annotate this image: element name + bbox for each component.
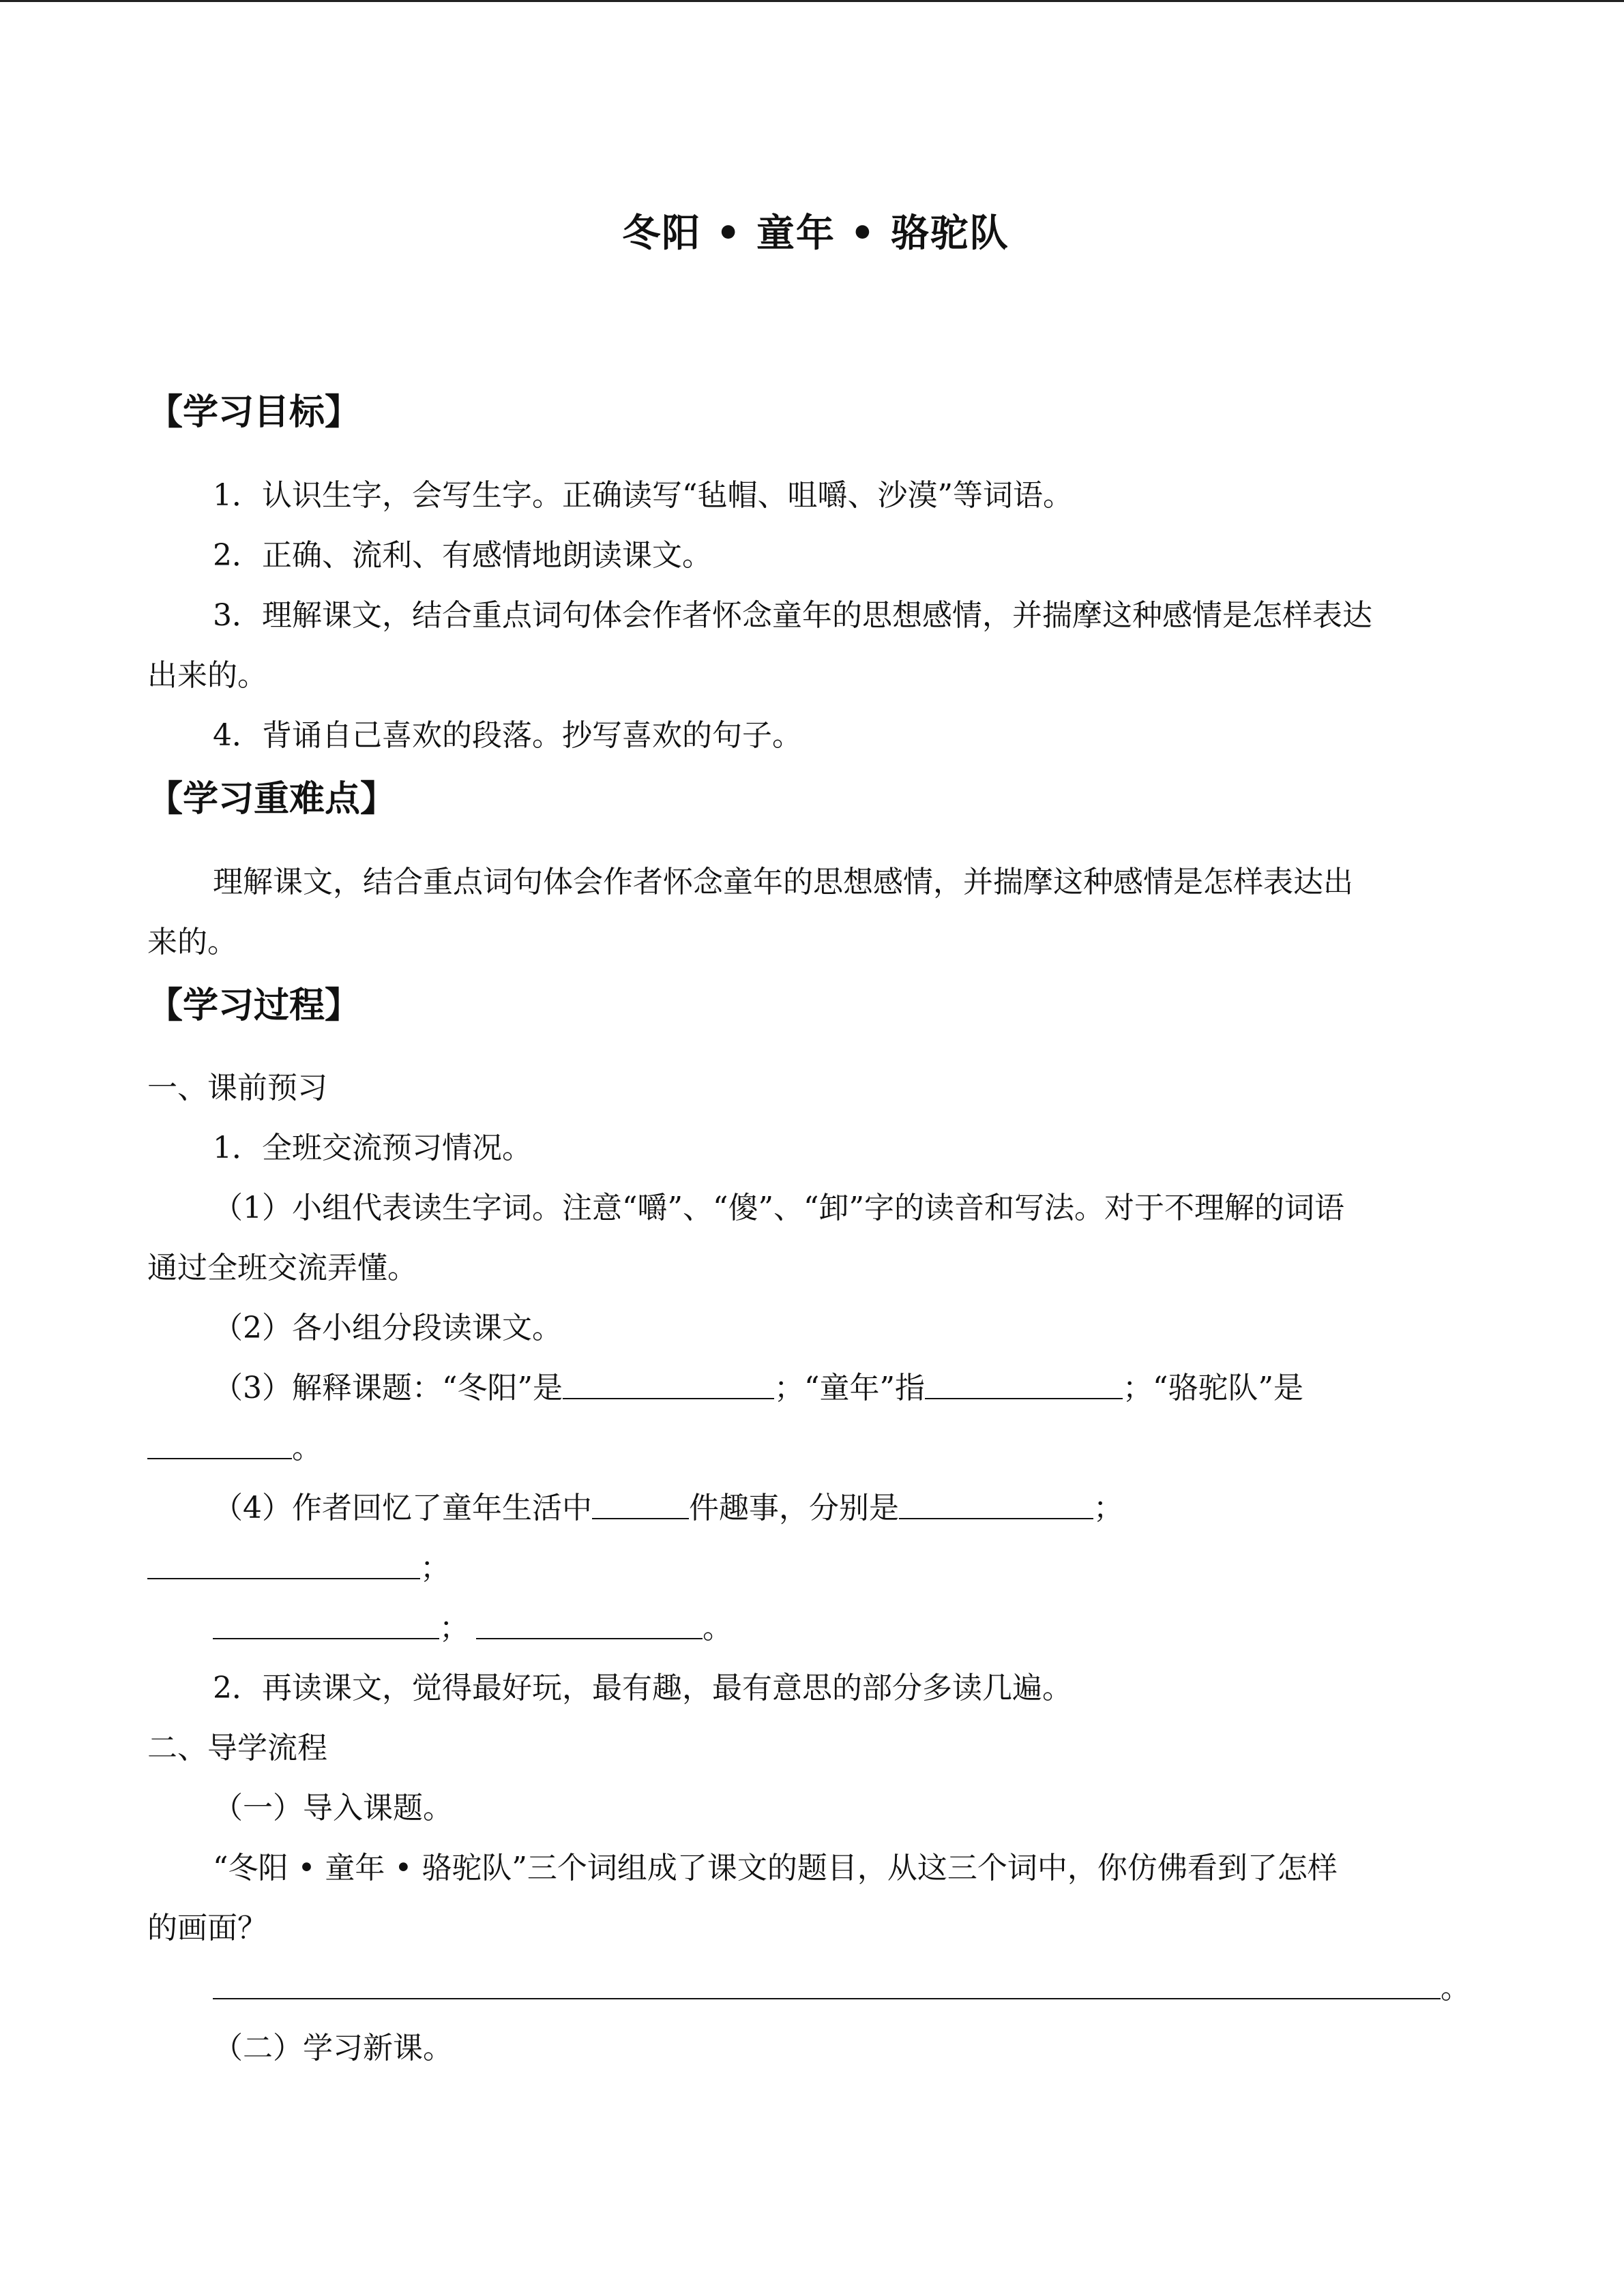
goal-4: 4．背诵自己喜欢的段落。抄写喜欢的句子。 [213, 718, 802, 753]
answer-blank[interactable] [213, 1971, 1441, 1999]
step-1-item-1-2: （2）各小组分段读课文。 [213, 1311, 562, 1345]
step-2-question-line-1: “冬阳 • 童年 • 骆驼队”三个词组成了课文的题目，从这三个词中，你仿佛看到了怎样 [213, 1851, 1338, 1885]
process-heading: 【学习过程】 [147, 985, 361, 1026]
q4-sep-3: ； [439, 1611, 469, 1645]
top-border [0, 0, 1624, 2]
q3-blank-1[interactable] [563, 1371, 774, 1399]
step-1-item-2: 2．再读课文，觉得最好玩，最有趣，最有意思的部分多读几遍。 [213, 1671, 1072, 1705]
q3-blank-3[interactable] [147, 1431, 292, 1459]
q4-blank-1[interactable] [899, 1491, 1093, 1519]
q4-prefix: （4）作者回忆了童年生活中 [213, 1491, 592, 1525]
step-1-heading: 一、课前预习 [147, 1071, 327, 1105]
goals-heading: 【学习目标】 [147, 392, 361, 433]
step-1-item-1-1-line-1: （1）小组代表读生字词。注意“嚼”、“傻”、“卸”字的读音和写法。对于不理解的词语 [213, 1191, 1344, 1225]
q4-blank-4[interactable] [476, 1611, 703, 1639]
goal-2: 2．正确、流利、有感情地朗读课文。 [213, 538, 712, 573]
q3-blank-2[interactable] [925, 1371, 1123, 1399]
keypoints-heading: 【学习重难点】 [147, 779, 396, 820]
step-1-item-1-3 [147, 1358, 1550, 1418]
q3-end: 。 [292, 1431, 322, 1465]
q3-mid-2: ；“骆驼队”是 [1122, 1371, 1303, 1405]
page-title: 冬阳 • 童年 • 骆驼队 [622, 211, 1009, 256]
q4-blank-2[interactable] [147, 1551, 420, 1579]
step-2-question-line-2: 的画面？ [147, 1911, 267, 1945]
answer-end: 。 [1441, 1971, 1471, 2006]
step-2-heading: 二、导学流程 [147, 1731, 327, 1765]
q3-mid-1: ；“童年”指 [773, 1371, 925, 1405]
step-1-item-1: 1．全班交流预习情况。 [213, 1131, 532, 1165]
step-1-item-1-4 [147, 1478, 1550, 1538]
q4-count-blank[interactable] [592, 1491, 689, 1519]
step-1-item-1-4-cont-2 [147, 1598, 1550, 1658]
q4-blank-3[interactable] [213, 1611, 439, 1639]
step-2-answer-line [147, 1958, 1550, 2018]
q4-sep: ； [1093, 1491, 1123, 1525]
step-1-item-1-1-line-2: 通过全班交流弄懂。 [147, 1251, 417, 1285]
step-1-item-1-3-cont [147, 1418, 1484, 1478]
goal-1: 1．认识生字，会写生字。正确读写“毡帽、咀嚼、沙漠”等词语。 [213, 478, 1073, 513]
q4-mid: 件趣事，分别是 [689, 1491, 899, 1525]
goal-3-line-2: 出来的。 [147, 658, 267, 693]
q4-sep-2: ； [420, 1551, 450, 1585]
step-1-item-1-4-cont-1 [147, 1538, 1484, 1598]
keypoint-line-1: 理解课文，结合重点词句体会作者怀念童年的思想感情，并揣摩这种感情是怎样表达出 [213, 865, 1353, 899]
goal-3-line-1: 3．理解课文，结合重点词句体会作者怀念童年的思想感情，并揣摩这种感情是怎样表达 [213, 598, 1372, 633]
step-2-item-2: （二）学习新课。 [213, 2031, 453, 2066]
q4-end: 。 [703, 1611, 733, 1645]
q3-prefix: （3）解释课题：“冬阳”是 [213, 1371, 563, 1405]
keypoint-line-2: 来的。 [147, 925, 237, 959]
step-2-item-1: （一）导入课题。 [213, 1791, 453, 1825]
